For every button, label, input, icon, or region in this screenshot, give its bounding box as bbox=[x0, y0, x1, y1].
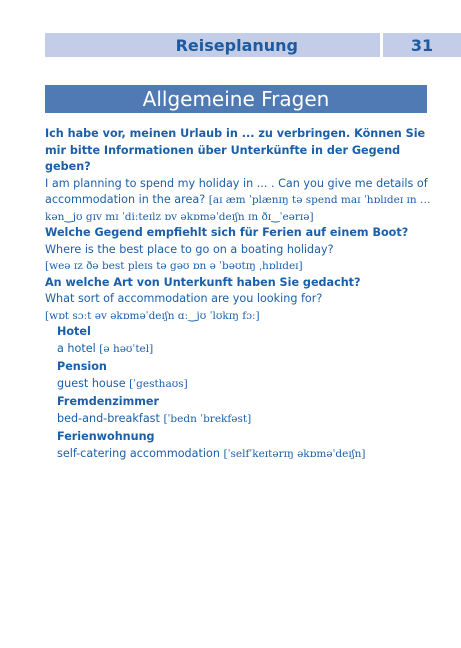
pronunciation: [ˈgesthaʊs] bbox=[129, 377, 188, 390]
phrase-entry bbox=[45, 225, 435, 275]
running-header bbox=[45, 33, 380, 57]
pronunciation: [aɪ æm ˈplænɪŋ tə spend maɪ ˈhɒlɪdeɪ ɪn … kən‿jʊ gɪv mɪ ˈdiːteɪlz ɒv əkɒməˈdeɪʃn ɪn ðɪ‿ˈeərɪə] bbox=[45, 194, 431, 223]
german-phrase: Welche Gegend empfiehlt sich für Ferien auf einem Boot? bbox=[45, 226, 409, 239]
vocabulary-list bbox=[45, 324, 435, 462]
vocabulary-item bbox=[57, 429, 435, 462]
english-word: guest house bbox=[57, 376, 126, 390]
section-title-text: Allgemeine Fragen bbox=[142, 87, 330, 111]
header-title: Reiseplanung bbox=[175, 35, 298, 55]
pronunciation: [wɒt sɔːt əv əkɒməˈdeɪʃn ɑː‿jʊ ˈlʊkɪŋ fɔː] bbox=[45, 309, 260, 322]
vocabulary-item bbox=[57, 394, 435, 427]
pronunciation: [ˈbedn ˈbrekfəst] bbox=[163, 412, 252, 425]
english-phrase: I am planning to spend my holiday in ... . Can you give me details of accommodation in the area? bbox=[45, 176, 428, 206]
german-word: Hotel bbox=[57, 325, 91, 338]
phrase-content bbox=[45, 126, 435, 464]
pronunciation: [ˈselfˈkeɪtərɪŋ əkɒməˈdeɪʃn] bbox=[223, 447, 366, 460]
german-phrase: An welche Art von Unterkunft haben Sie gedacht? bbox=[45, 275, 361, 289]
phrase-entry bbox=[45, 126, 435, 225]
pronunciation: [weə ɪz ðə best pleɪs tə gəʊ ɒn ə ˈbəʊtɪŋ ˌhɒlɪdeɪ] bbox=[45, 260, 303, 272]
phrase-entry bbox=[45, 275, 435, 325]
english-word: a hotel bbox=[57, 341, 96, 355]
german-word: Pension bbox=[57, 360, 107, 373]
english-word: bed-and-breakfast bbox=[57, 411, 160, 425]
english-phrase: Where is the best place to go on a boating holiday? bbox=[45, 242, 334, 256]
german-phrase: Ich habe vor, meinen Urlaub in ... zu verbringen. Können Sie mir bitte Informationen über Unterkünfte in der Gegend geben? bbox=[45, 127, 426, 173]
section-title bbox=[45, 85, 427, 113]
page-number-box bbox=[383, 33, 461, 57]
english-phrase: What sort of accommodation are you looking for? bbox=[45, 292, 323, 305]
vocabulary-item bbox=[57, 324, 435, 357]
german-word: Ferienwohnung bbox=[57, 430, 155, 443]
english-word: self-catering accommodation bbox=[57, 446, 220, 460]
pronunciation: [ə həʊˈtel] bbox=[99, 342, 154, 355]
vocabulary-item bbox=[57, 359, 435, 392]
german-word: Fremdenzimmer bbox=[57, 395, 160, 408]
page-number: 31 bbox=[410, 35, 434, 55]
